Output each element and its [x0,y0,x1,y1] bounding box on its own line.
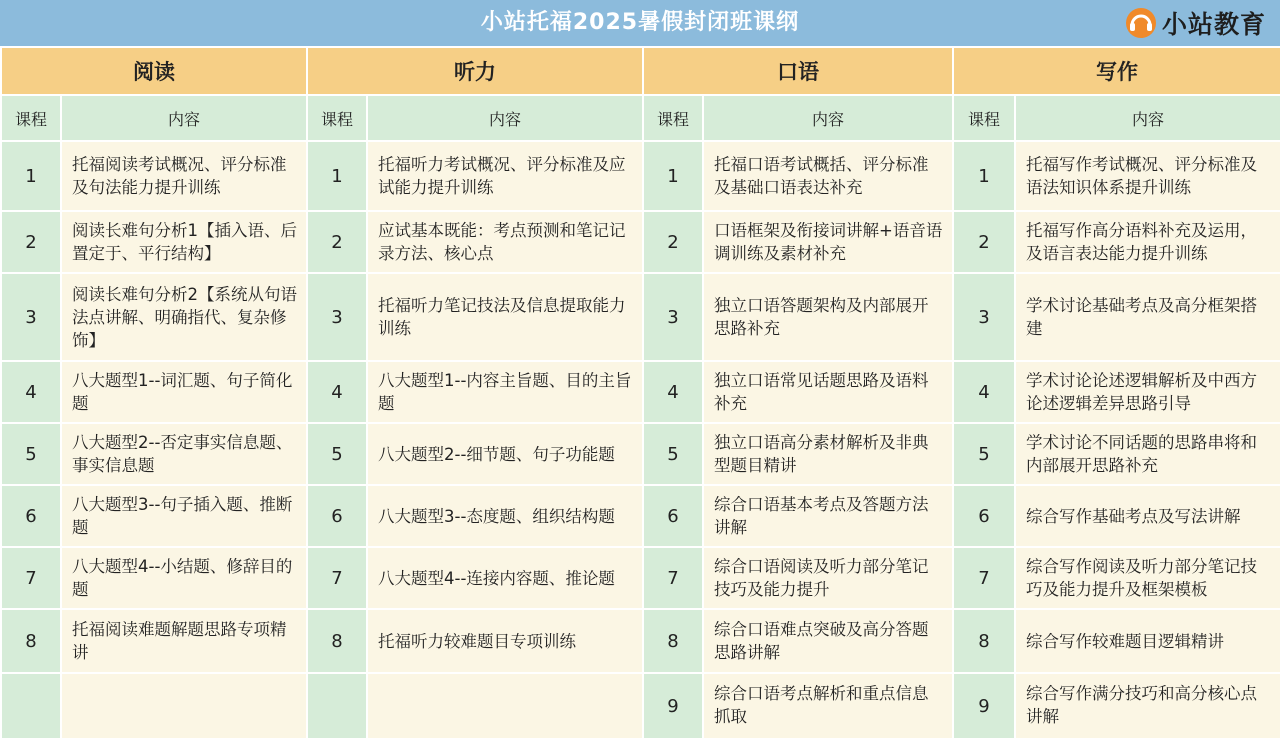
lesson-number: 6 [1,485,61,547]
lesson-number: 4 [953,361,1015,423]
table-row [1,547,1280,609]
lesson-content: 阅读长难句分析2【系统从句语法点讲解、明确指代、复杂修饰】 [61,273,307,361]
lesson-number: 4 [643,361,703,423]
col-header-content: 内容 [703,95,953,141]
lesson-number: 4 [307,361,367,423]
col-header-content: 内容 [367,95,643,141]
lesson-content: 八大题型4--小结题、修辞目的题 [61,547,307,609]
lesson-content: 独立口语答题架构及内部展开思路补充 [703,273,953,361]
lesson-number: 3 [1,273,61,361]
lesson-content: 应试基本既能：考点预测和笔记记录方法、核心点 [367,211,643,273]
lesson-content: 八大题型1--内容主旨题、目的主旨题 [367,361,643,423]
lesson-number: 1 [1,141,61,211]
lesson-content: 独立口语常见话题思路及语料补充 [703,361,953,423]
lesson-content: 综合写作阅读及听力部分笔记技巧及能力提升及框架模板 [1015,547,1280,609]
lesson-number: 8 [643,609,703,673]
brand-logo [1124,5,1266,41]
lesson-content: 独立口语高分素材解析及非典型题目精讲 [703,423,953,485]
lesson-content: 综合写作较难题目逻辑精讲 [1015,609,1280,673]
lesson-number: 2 [643,211,703,273]
table-row [1,609,1280,673]
section-writing: 写作 [953,47,1280,95]
lesson-content: 八大题型2--否定事实信息题、事实信息题 [61,423,307,485]
lesson-content: 综合写作满分技巧和高分核心点讲解 [1015,673,1280,739]
lesson-content: 综合写作基础考点及写法讲解 [1015,485,1280,547]
lesson-number: 5 [307,423,367,485]
lesson-content: 八大题型4--连接内容题、推论题 [367,547,643,609]
lesson-number: 8 [307,609,367,673]
table-row [1,211,1280,273]
lesson-content: 托福写作考试概况、评分标准及语法知识体系提升训练 [1015,141,1280,211]
section-listening: 听力 [307,47,643,95]
lesson-number: 6 [953,485,1015,547]
lesson-number: 9 [953,673,1015,739]
headset-icon [1124,6,1158,40]
lesson-content: 托福口语考试概括、评分标准及基础口语表达补充 [703,141,953,211]
lesson-number: 9 [643,673,703,739]
lesson-content [61,673,307,739]
lesson-number: 3 [307,273,367,361]
table-row [1,273,1280,361]
lesson-content: 口语框架及衔接词讲解+语音语调训练及素材补充 [703,211,953,273]
lesson-content: 托福阅读考试概况、评分标准及句法能力提升训练 [61,141,307,211]
lesson-content: 八大题型1--词汇题、句子简化题 [61,361,307,423]
lesson-number: 2 [1,211,61,273]
lesson-number: 3 [643,273,703,361]
col-header-num: 课程 [307,95,367,141]
lesson-content: 综合口语基本考点及答题方法讲解 [703,485,953,547]
lesson-number: 1 [643,141,703,211]
lesson-content: 托福听力笔记技法及信息提取能力训练 [367,273,643,361]
lesson-content: 综合口语难点突破及高分答题思路讲解 [703,609,953,673]
lesson-number: 8 [953,609,1015,673]
lesson-content: 学术讨论论述逻辑解析及中西方论述逻辑差异思路引导 [1015,361,1280,423]
lesson-number [1,673,61,739]
lesson-number: 7 [1,547,61,609]
lesson-number: 8 [1,609,61,673]
lesson-content: 综合口语考点解析和重点信息抓取 [703,673,953,739]
table-row [1,423,1280,485]
lesson-content: 托福写作高分语料补充及运用，及语言表达能力提升训练 [1015,211,1280,273]
col-header-num: 课程 [1,95,61,141]
lesson-number: 7 [953,547,1015,609]
lesson-content: 托福听力考试概况、评分标准及应试能力提升训练 [367,141,643,211]
col-header-content: 内容 [1015,95,1280,141]
table-row [1,141,1280,211]
lesson-content: 阅读长难句分析1【插入语、后置定于、平行结构】 [61,211,307,273]
col-header-content: 内容 [61,95,307,141]
syllabus-table [0,46,1280,740]
lesson-number: 6 [307,485,367,547]
logo-text: 小站教育 [1161,10,1266,39]
lesson-number: 3 [953,273,1015,361]
col-header-num: 课程 [643,95,703,141]
lesson-content: 托福听力较难题目专项训练 [367,609,643,673]
lesson-number [307,673,367,739]
lesson-number: 7 [643,547,703,609]
lesson-content: 综合口语阅读及听力部分笔记技巧及能力提升 [703,547,953,609]
lesson-content: 学术讨论基础考点及高分框架搭建 [1015,273,1280,361]
table-row [1,485,1280,547]
lesson-number: 1 [307,141,367,211]
lesson-content: 托福阅读难题解题思路专项精讲 [61,609,307,673]
lesson-number: 5 [643,423,703,485]
section-speaking: 口语 [643,47,953,95]
lesson-content: 八大题型2--细节题、句子功能题 [367,423,643,485]
lesson-number: 1 [953,141,1015,211]
lesson-content: 学术讨论不同话题的思路串将和内部展开思路补充 [1015,423,1280,485]
col-header-num: 课程 [953,95,1015,141]
title-bar [0,0,1280,46]
lesson-number: 4 [1,361,61,423]
lesson-number: 7 [307,547,367,609]
lesson-content: 八大题型3--态度题、组织结构题 [367,485,643,547]
lesson-content [367,673,643,739]
table-row [1,673,1280,739]
section-reading: 阅读 [1,47,307,95]
lesson-number: 2 [953,211,1015,273]
lesson-content: 八大题型3--句子插入题、推断题 [61,485,307,547]
lesson-number: 6 [643,485,703,547]
page-title: 小站托福2025暑假封闭班课纲 [480,10,800,35]
lesson-number: 5 [953,423,1015,485]
table-row [1,361,1280,423]
lesson-number: 5 [1,423,61,485]
lesson-number: 2 [307,211,367,273]
